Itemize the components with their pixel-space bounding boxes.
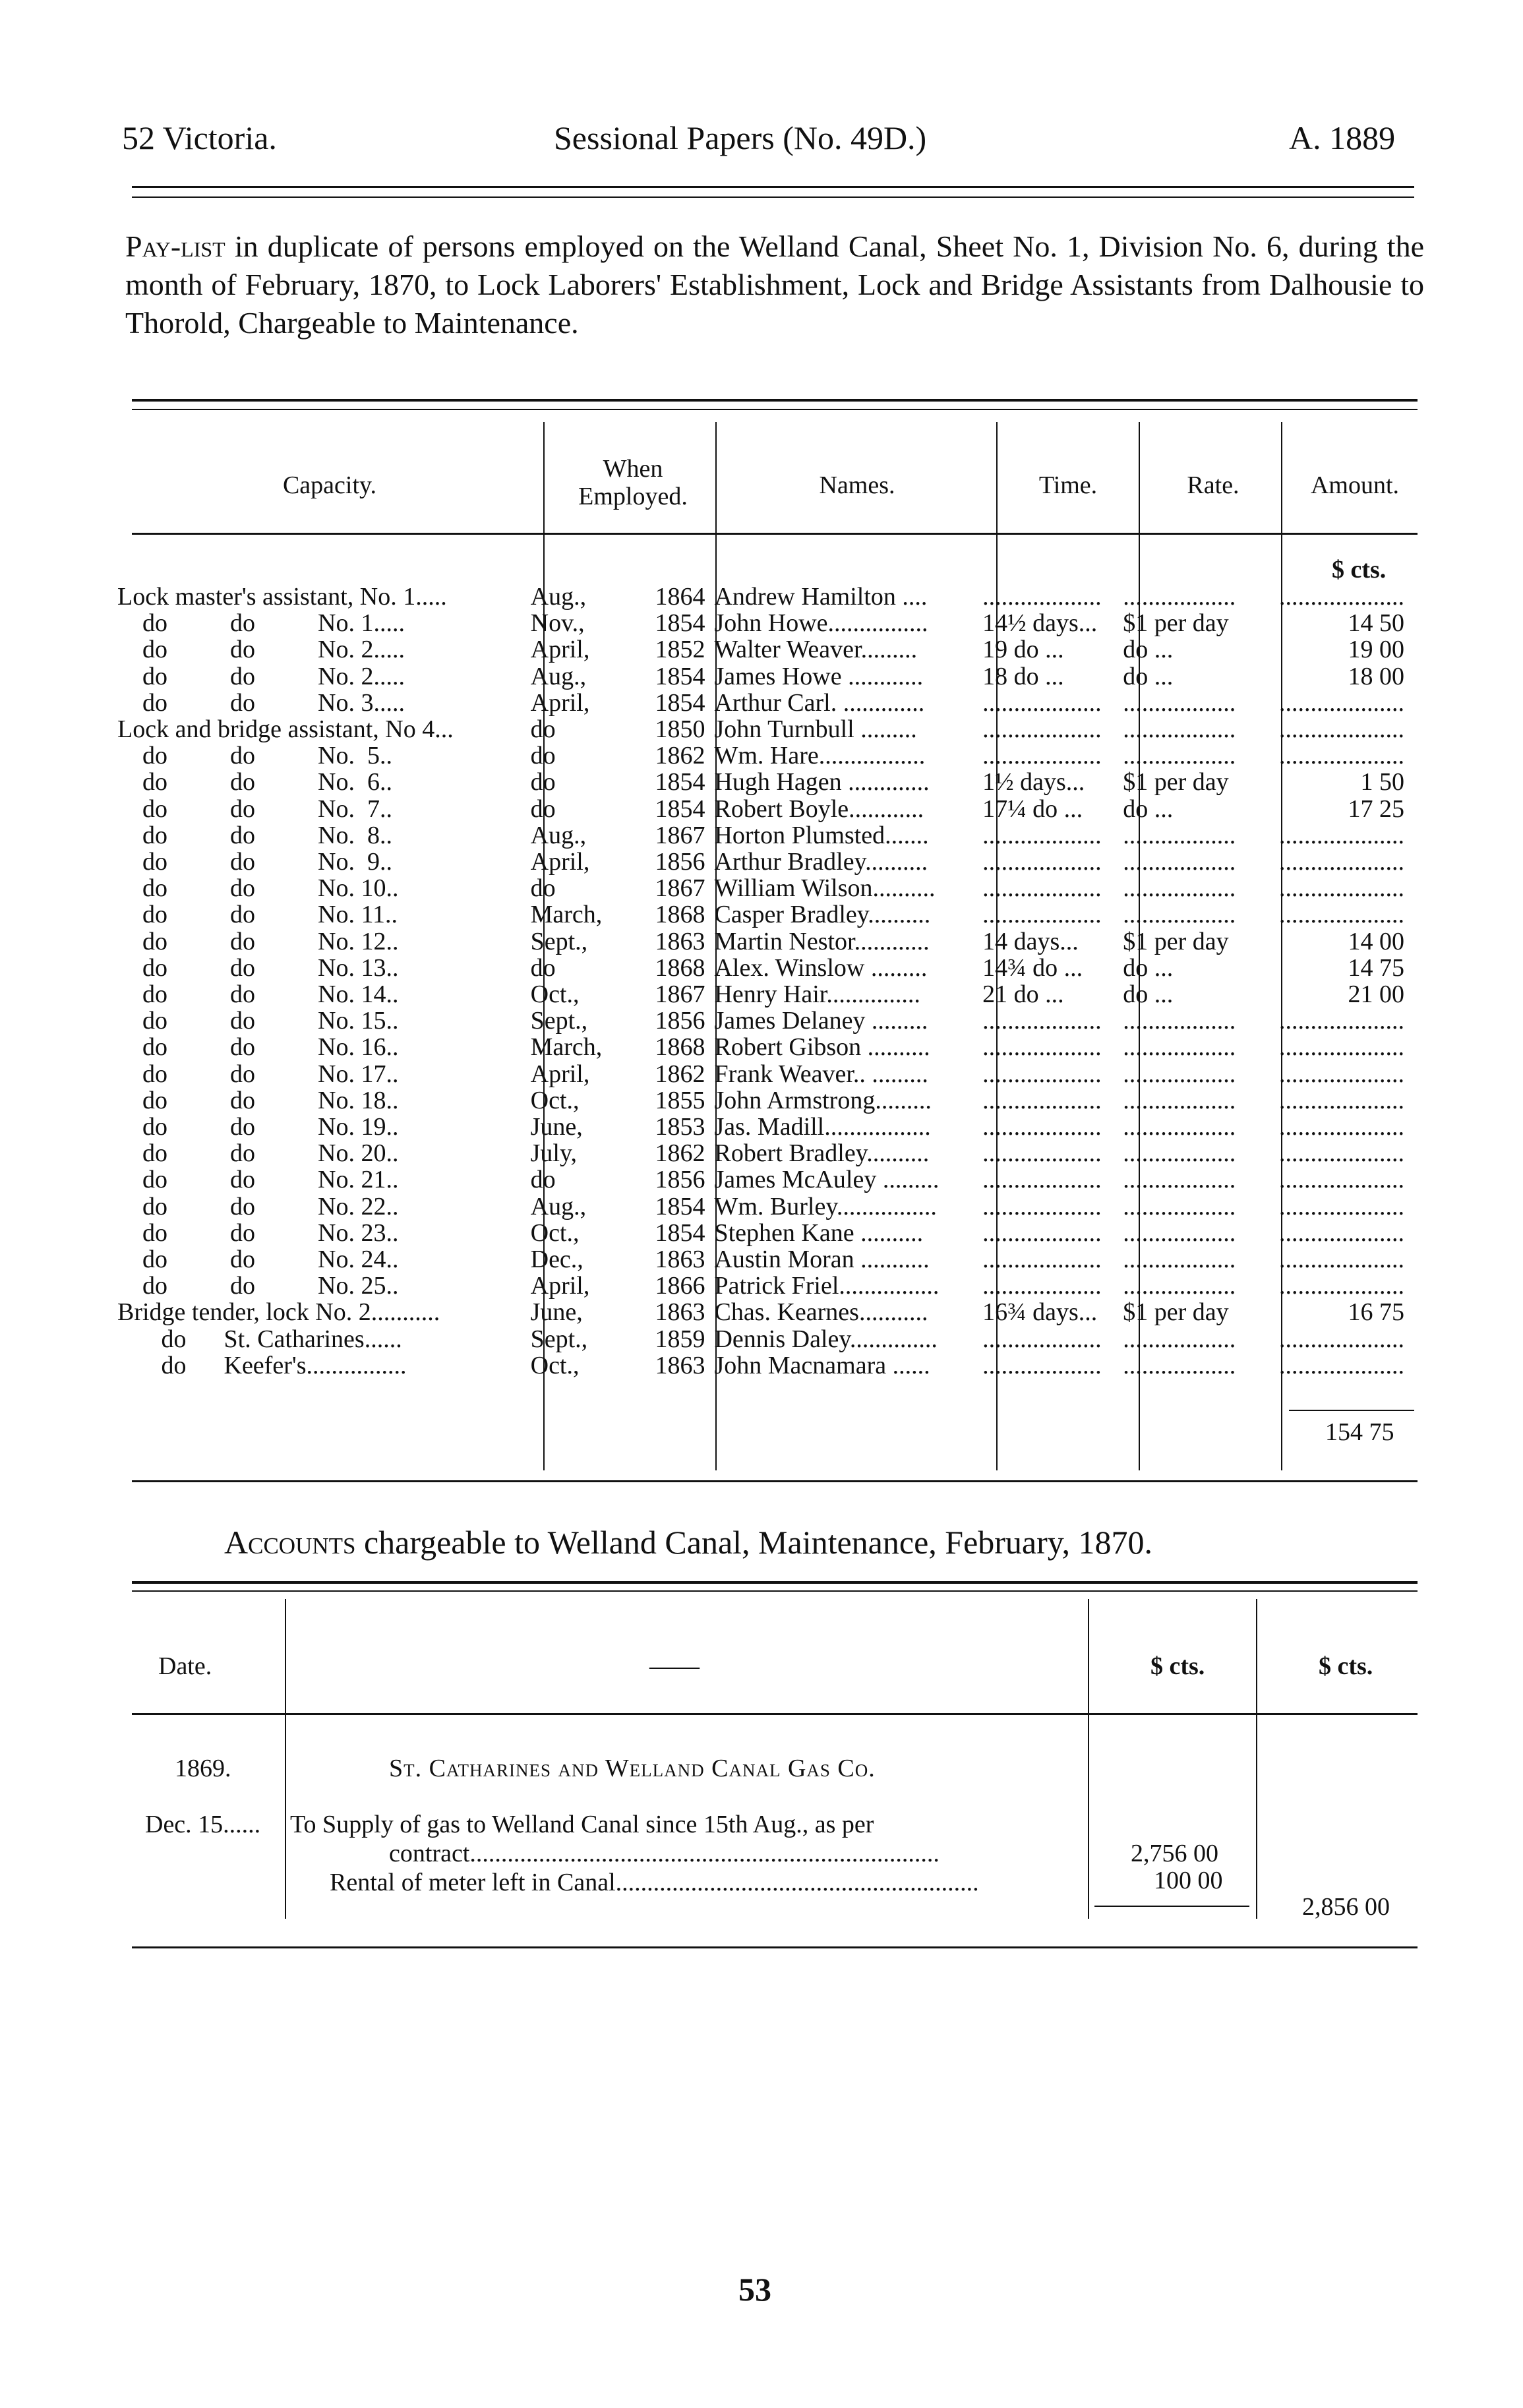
paylist-cell-name: Casper Bradley.......... — [714, 901, 931, 929]
paylist-cell-yr: 1868 — [655, 953, 705, 982]
paylist-cell-name: Arthur Bradley.......... — [714, 848, 928, 876]
paylist-row — [117, 1299, 1418, 1325]
paylist-cell-rate: .................. — [1123, 821, 1236, 849]
paylist-cell-yr: 1868 — [655, 901, 705, 929]
paylist-cell-time: 1½ days... — [982, 768, 1085, 797]
paylist-row — [117, 1326, 1418, 1352]
paylist-row — [117, 1140, 1418, 1166]
paylist-cell-cap: do do No. 1..... — [117, 609, 405, 638]
paylist-cell-when: Aug., — [530, 583, 587, 611]
paylist-cell-name: Alex. Winslow ......... — [714, 953, 928, 982]
paylist-cell-when: do — [530, 795, 556, 823]
paylist-cell-cap: do do No. 21.. — [117, 1166, 399, 1194]
paylist-cell-when: Sept., — [530, 927, 588, 955]
paylist-cell-yr: 1863 — [655, 1298, 705, 1327]
accounts-title-lead: Accounts — [224, 1524, 356, 1561]
paylist-cell-when: April, — [530, 636, 590, 664]
paylist-cell-cap: do Keefer's................ — [117, 1351, 407, 1379]
paylist-cell-time: ................... — [982, 1219, 1102, 1247]
paylist-cell-cap: do do No. 5.. — [117, 742, 392, 770]
col-names-header: Names. — [819, 471, 895, 499]
paylist-cell-yr: 1856 — [655, 1007, 705, 1035]
paylist-cell-cap: do do No. 24.. — [117, 1246, 399, 1274]
col-time-header: Time. — [1038, 471, 1098, 499]
paylist-row — [117, 690, 1418, 716]
paylist-cell-rate: $1 per day — [1123, 609, 1229, 638]
paylist-row — [117, 928, 1418, 955]
paylist-cell-amt: .................... — [1279, 1166, 1404, 1194]
paylist-cell-yr: 1855 — [655, 1086, 705, 1114]
paylist-row — [117, 742, 1418, 769]
acc-amount-2: 100 00 — [1154, 1867, 1223, 1894]
paylist-cell-rate: .................. — [1123, 1192, 1236, 1220]
paylist-cell-amt: 14 75 — [1348, 953, 1404, 982]
paylist-cell-rate: .................. — [1123, 848, 1236, 876]
paylist-cell-yr: 1864 — [655, 583, 705, 611]
paylist-cell-amt: .................... — [1279, 848, 1404, 876]
paylist-row — [117, 1114, 1418, 1140]
acc-line-2: contract........................................................................... — [389, 1840, 940, 1867]
col-rate-header: Rate. — [1187, 471, 1239, 499]
paylist-cell-rate: .................. — [1123, 1325, 1236, 1353]
acc-amount-1: 2,756 00 — [1131, 1840, 1218, 1867]
paylist-cell-name: James Delaney ......... — [714, 1007, 928, 1035]
paylist-row — [117, 716, 1418, 742]
paylist-cell-amt: .................... — [1279, 1246, 1404, 1274]
paylist-cell-cap: do do No. 2..... — [117, 636, 405, 664]
acc-line-1: To Supply of gas to Welland Canal since 15th Aug., as per — [290, 1811, 874, 1838]
accounts-top-rule-1 — [132, 1581, 1418, 1584]
paylist-cell-amt: 14 50 — [1348, 609, 1404, 638]
paylist-row — [117, 796, 1418, 822]
paylist-cell-time: ................... — [982, 1139, 1102, 1168]
paylist-cell-yr: 1867 — [655, 980, 705, 1009]
paylist-cell-time: ................... — [982, 688, 1102, 717]
paylist-row — [117, 955, 1418, 981]
paylist-cell-amt: .................... — [1279, 901, 1404, 929]
paylist-cell-yr: 1854 — [655, 662, 705, 690]
paylist-top-rule-2 — [132, 409, 1418, 410]
paylist-row — [117, 1246, 1418, 1273]
paylist-cell-time: 19 do ... — [982, 636, 1064, 664]
paylist-cell-yr: 1867 — [655, 821, 705, 849]
paylist-cell-time: 18 do ... — [982, 662, 1064, 690]
paylist-cell-yr: 1854 — [655, 768, 705, 797]
acc-date: Dec. 15...... — [145, 1811, 261, 1838]
paylist-row — [117, 1193, 1418, 1220]
paylist-cell-name: Frank Weaver.. ......... — [714, 1060, 928, 1088]
paylist-total: 154 75 — [1325, 1418, 1394, 1446]
paylist-cell-yr: 1856 — [655, 848, 705, 876]
paylist-body — [117, 584, 1418, 1379]
paylist-cell-name: James Howe ............ — [714, 662, 924, 690]
paylist-cell-name: Austin Moran ........... — [714, 1246, 930, 1274]
paylist-cell-cap: do do No. 20.. — [117, 1139, 399, 1168]
paylist-cell-time: ................... — [982, 1351, 1102, 1379]
paylist-cell-amt: .................... — [1279, 1219, 1404, 1247]
paylist-cell-amt: 18 00 — [1348, 662, 1404, 690]
paylist-cell-yr: 1859 — [655, 1325, 705, 1353]
paylist-cell-amt: .................... — [1279, 1272, 1404, 1300]
paylist-cell-rate: .................. — [1123, 583, 1236, 611]
paylist-cell-time: ................... — [982, 742, 1102, 770]
paylist-cell-time: ................... — [982, 848, 1102, 876]
acc-total: 2,856 00 — [1302, 1893, 1390, 1921]
paylist-cell-cap: do do No. 13.. — [117, 953, 399, 982]
paylist-cell-cap: do do No. 11.. — [117, 901, 398, 929]
paylist-cell-time: ................... — [982, 874, 1102, 903]
paylist-cell-when: do — [530, 874, 556, 903]
paylist-cell-when: June, — [530, 1113, 583, 1141]
paylist-cell-name: John Turnbull ......... — [714, 715, 917, 744]
paylist-cell-amt: .................... — [1279, 1325, 1404, 1353]
acc-vline-3 — [1256, 1599, 1257, 1919]
paylist-cell-rate: .................. — [1123, 1166, 1236, 1194]
total-rule — [1289, 1410, 1414, 1411]
paylist-cell-when: July, — [530, 1139, 578, 1168]
paylist-cell-yr: 1863 — [655, 1351, 705, 1379]
paylist-cell-name: Andrew Hamilton .... — [714, 583, 928, 611]
paylist-cell-rate: do ... — [1123, 662, 1174, 690]
paylist-row — [117, 1166, 1418, 1193]
paylist-cell-name: Robert Gibson .......... — [714, 1033, 930, 1062]
paylist-row — [117, 610, 1418, 636]
paylist-row — [117, 822, 1418, 849]
paylist-cell-cap: Lock and bridge assistant, No 4... — [117, 715, 454, 744]
paylist-row — [117, 1008, 1418, 1034]
paylist-table — [117, 584, 1418, 1379]
paylist-row — [117, 1087, 1418, 1114]
paylist-cell-cap: do do No. 10.. — [117, 874, 399, 903]
paylist-cell-cap: do do No. 8.. — [117, 821, 392, 849]
paylist-cell-cap: do do No. 15.. — [117, 1007, 399, 1035]
paylist-cell-name: Robert Bradley.......... — [714, 1139, 930, 1168]
paylist-cell-amt: .................... — [1279, 1351, 1404, 1379]
paylist-cell-time: ................... — [982, 901, 1102, 929]
paylist-cell-when: March, — [530, 1033, 603, 1062]
paylist-cell-cap: do do No. 9.. — [117, 848, 392, 876]
paylist-cell-rate: .................. — [1123, 1351, 1236, 1379]
paylist-cell-name: Arthur Carl. ............. — [714, 688, 925, 717]
paylist-cell-cap: do do No. 2..... — [117, 662, 405, 690]
paylist-row — [117, 663, 1418, 690]
paylist-row — [117, 1220, 1418, 1246]
paylist-cell-rate: do ... — [1123, 953, 1174, 982]
paylist-cell-time: ................... — [982, 821, 1102, 849]
paylist-cell-name: Jas. Madill................. — [714, 1113, 931, 1141]
paylist-row — [117, 901, 1418, 928]
paylist-cell-name: Dennis Daley.............. — [714, 1325, 938, 1353]
paylist-cell-when: April, — [530, 1272, 590, 1300]
paylist-cell-amt: 1 50 — [1360, 768, 1404, 797]
paylist-cell-cap: do do No. 6.. — [117, 768, 392, 797]
paylist-cell-name: Stephen Kane .......... — [714, 1219, 924, 1247]
paylist-cell-amt: .................... — [1279, 821, 1404, 849]
paylist-row — [117, 636, 1418, 663]
paylist-cell-time: 14¾ do ... — [982, 953, 1083, 982]
paylist-cell-rate: .................. — [1123, 1139, 1236, 1168]
paylist-cell-name: John Howe................ — [714, 609, 928, 638]
paylist-cell-name: Wm. Burley................ — [714, 1192, 937, 1220]
paylist-cell-rate: $1 per day — [1123, 927, 1229, 955]
paylist-cell-time: 17¼ do ... — [982, 795, 1083, 823]
paylist-cell-rate: .................. — [1123, 1086, 1236, 1114]
paylist-cell-name: John Macnamara ...... — [714, 1351, 930, 1379]
paylist-row — [117, 1034, 1418, 1060]
paylist-cell-rate: .................. — [1123, 1219, 1236, 1247]
paylist-row — [117, 1061, 1418, 1087]
paylist-cell-when: do — [530, 953, 556, 982]
accounts-bottom-rule — [132, 1946, 1418, 1948]
paylist-cell-yr: 1854 — [655, 609, 705, 638]
paylist-cell-name: Hugh Hagen ............. — [714, 768, 930, 797]
acc-col-date: Date. — [158, 1652, 212, 1680]
acc-sum-rule — [1094, 1906, 1249, 1907]
paylist-cell-time: ................... — [982, 583, 1102, 611]
paylist-cell-cap: do do No. 14.. — [117, 980, 399, 1009]
header-left: 52 Victoria. — [122, 119, 277, 156]
header-rule-1 — [132, 186, 1414, 188]
paylist-cell-name: Henry Hair............... — [714, 980, 920, 1009]
paylist-cell-when: March, — [530, 901, 603, 929]
paylist-cell-when: Oct., — [530, 980, 580, 1009]
intro-text: in duplicate of persons employed on the Welland Canal, Sheet No. 1, Division No. 6, during the month of February, 1870, to Lock Laborers' Establishment, Lock and Bridge Assistants from Dalhousie to Thorold, Chargeable to Maintenance. — [125, 229, 1424, 340]
paylist-cell-time: ................... — [982, 1272, 1102, 1300]
paylist-cell-time: ................... — [982, 1166, 1102, 1194]
paylist-cell-amt: .................... — [1279, 1192, 1404, 1220]
paylist-cell-yr: 1862 — [655, 742, 705, 770]
paylist-cell-time: ................... — [982, 1060, 1102, 1088]
accounts-title-rest: chargeable to Welland Canal, Maintenance, February, 1870. — [355, 1524, 1153, 1561]
paylist-cell-rate: .................. — [1123, 1272, 1236, 1300]
paylist-cell-cap: do do No. 7.. — [117, 795, 392, 823]
paylist-cell-rate: .................. — [1123, 742, 1236, 770]
paylist-cell-when: April, — [530, 1060, 590, 1088]
paylist-row — [117, 981, 1418, 1008]
paylist-cell-when: do — [530, 742, 556, 770]
paylist-cell-amt: 17 25 — [1348, 795, 1404, 823]
header-right: A. 1889 — [1289, 119, 1396, 156]
paylist-cell-rate: .................. — [1123, 715, 1236, 744]
paylist-cell-time: ................... — [982, 1246, 1102, 1274]
paylist-cell-rate: $1 per day — [1123, 1298, 1229, 1327]
paylist-cell-name: Walter Weaver......... — [714, 636, 918, 664]
paylist-cell-time: 14 days... — [982, 927, 1079, 955]
paylist-row — [117, 875, 1418, 901]
paylist-cell-amt: .................... — [1279, 1007, 1404, 1035]
header-center: Sessional Papers (No. 49D.) — [554, 119, 927, 156]
paylist-cell-when: Aug., — [530, 1192, 587, 1220]
paylist-cell-yr: 1863 — [655, 927, 705, 955]
paylist-cell-yr: 1866 — [655, 1272, 705, 1300]
paylist-cell-yr: 1868 — [655, 1033, 705, 1062]
col-when-header: When Employed. — [578, 455, 688, 510]
accounts-header-rule — [132, 1713, 1418, 1715]
paylist-cell-when: Aug., — [530, 662, 587, 690]
paylist-cell-when: April, — [530, 688, 590, 717]
paylist-cell-rate: do ... — [1123, 980, 1174, 1009]
paylist-cell-when: Oct., — [530, 1219, 580, 1247]
paylist-cell-amt: .................... — [1279, 1033, 1404, 1062]
acc-company: St. Catharines and Welland Canal Gas Co. — [389, 1755, 876, 1782]
paylist-cell-time: ................... — [982, 1192, 1102, 1220]
paylist-header-rule — [132, 533, 1418, 535]
paylist-cell-cap: do do No. 17.. — [117, 1060, 399, 1088]
paylist-cell-rate: .................. — [1123, 874, 1236, 903]
paylist-cell-name: Wm. Hare................. — [714, 742, 926, 770]
paylist-cell-yr: 1854 — [655, 1219, 705, 1247]
paylist-cell-amt: 16 75 — [1348, 1298, 1404, 1327]
paylist-cell-rate: do ... — [1123, 636, 1174, 664]
paylist-cell-yr: 1863 — [655, 1246, 705, 1274]
paylist-row — [117, 584, 1418, 610]
paylist-cell-yr: 1850 — [655, 715, 705, 744]
paylist-cell-cap: do do No. 22.. — [117, 1192, 399, 1220]
paylist-cell-when: Sept., — [530, 1325, 588, 1353]
col-amount-header: Amount. — [1310, 471, 1400, 499]
paylist-cell-yr: 1852 — [655, 636, 705, 664]
paylist-row — [117, 769, 1418, 795]
accounts-top-rule-2 — [132, 1590, 1418, 1592]
paylist-cell-amt: .................... — [1279, 874, 1404, 903]
acc-vline-1 — [285, 1599, 286, 1919]
acc-col-desc: —— — [649, 1652, 700, 1680]
header-rule-2 — [132, 196, 1414, 198]
paylist-cell-time: 14½ days... — [982, 609, 1098, 638]
paylist-cell-time: ................... — [982, 1325, 1102, 1353]
paylist-cell-when: June, — [530, 1298, 583, 1327]
paylist-cell-when: do — [530, 1166, 556, 1194]
paylist-cell-yr: 1862 — [655, 1139, 705, 1168]
paylist-cell-time: 21 do ... — [982, 980, 1064, 1009]
paylist-cell-when: do — [530, 768, 556, 797]
paylist-bottom-rule — [132, 1480, 1418, 1482]
paylist-cell-cap: do do No. 16.. — [117, 1033, 399, 1062]
col-capacity-header: Capacity. — [282, 471, 377, 499]
paylist-row — [117, 1273, 1418, 1299]
acc-year: 1869. — [175, 1755, 231, 1782]
paylist-cell-rate: .................. — [1123, 1246, 1236, 1274]
paylist-cell-name: John Armstrong......... — [714, 1086, 932, 1114]
paylist-cell-cap: do do No. 19.. — [117, 1113, 399, 1141]
paylist-cell-cap: do do No. 25.. — [117, 1272, 399, 1300]
paylist-cell-amt: .................... — [1279, 1060, 1404, 1088]
paylist-cell-time: ................... — [982, 1007, 1102, 1035]
paylist-cell-amt: 19 00 — [1348, 636, 1404, 664]
paylist-cell-time: ................... — [982, 1086, 1102, 1114]
paylist-cell-yr: 1854 — [655, 1192, 705, 1220]
paylist-cell-name: James McAuley ......... — [714, 1166, 940, 1194]
paylist-cell-amt: .................... — [1279, 1086, 1404, 1114]
paylist-cell-rate: .................. — [1123, 688, 1236, 717]
paylist-cell-name: William Wilson.......... — [714, 874, 936, 903]
paylist-row — [117, 849, 1418, 875]
paylist-cell-when: Aug., — [530, 821, 587, 849]
acc-vline-2 — [1088, 1599, 1089, 1919]
paylist-intro — [125, 227, 1424, 342]
paylist-cell-when: Sept., — [530, 1007, 588, 1035]
accounts-title — [224, 1523, 1152, 1561]
paylist-cell-cap: do St. Catharines...... — [117, 1325, 402, 1353]
paylist-cell-when: Oct., — [530, 1086, 580, 1114]
amount-currency-label: $ cts. — [1332, 556, 1387, 584]
paylist-cell-amt: 21 00 — [1348, 980, 1404, 1009]
paylist-cell-amt: .................... — [1279, 583, 1404, 611]
paylist-cell-amt: .................... — [1279, 1113, 1404, 1141]
paylist-cell-when: do — [530, 715, 556, 744]
paylist-cell-amt: .................... — [1279, 742, 1404, 770]
paylist-cell-when: Oct., — [530, 1351, 580, 1379]
paylist-cell-time: ................... — [982, 1033, 1102, 1062]
paylist-top-rule-1 — [132, 399, 1418, 402]
paylist-cell-when: Dec., — [530, 1246, 583, 1274]
page-number: 53 — [738, 2271, 771, 2308]
paylist-cell-amt: .................... — [1279, 1139, 1404, 1168]
paylist-cell-name: Horton Plumsted....... — [714, 821, 929, 849]
paylist-cell-yr: 1854 — [655, 688, 705, 717]
paylist-cell-name: Martin Nestor............ — [714, 927, 930, 955]
paylist-cell-rate: .................. — [1123, 1007, 1236, 1035]
paylist-cell-when: Nov., — [530, 609, 585, 638]
paylist-cell-cap: Lock master's assistant, No. 1..... — [117, 583, 447, 611]
paylist-cell-rate: .................. — [1123, 1113, 1236, 1141]
paylist-cell-name: Patrick Friel................ — [714, 1272, 940, 1300]
acc-col-cts1: $ cts. — [1150, 1652, 1205, 1680]
paylist-cell-cap: Bridge tender, lock No. 2........... — [117, 1298, 440, 1327]
paylist-cell-amt: .................... — [1279, 715, 1404, 744]
paylist-cell-yr: 1867 — [655, 874, 705, 903]
paylist-cell-amt: .................... — [1279, 688, 1404, 717]
paylist-cell-yr: 1862 — [655, 1060, 705, 1088]
paylist-cell-yr: 1853 — [655, 1113, 705, 1141]
paylist-cell-cap: do do No. 12.. — [117, 927, 399, 955]
paylist-row — [117, 1352, 1418, 1379]
paylist-cell-name: Robert Boyle............ — [714, 795, 924, 823]
paylist-cell-rate: do ... — [1123, 795, 1174, 823]
paylist-cell-yr: 1854 — [655, 795, 705, 823]
paylist-cell-cap: do do No. 18.. — [117, 1086, 399, 1114]
paylist-cell-time: ................... — [982, 715, 1102, 744]
paylist-cell-amt: 14 00 — [1348, 927, 1404, 955]
acc-line-3: Rental of meter left in Canal.......................................................... — [330, 1869, 979, 1896]
paylist-cell-rate: .................. — [1123, 1060, 1236, 1088]
paylist-cell-rate: .................. — [1123, 1033, 1236, 1062]
paylist-cell-yr: 1856 — [655, 1166, 705, 1194]
intro-lead: Pay-list — [125, 229, 225, 263]
paylist-cell-time: 16¾ days... — [982, 1298, 1098, 1327]
paylist-cell-time: ................... — [982, 1113, 1102, 1141]
paylist-cell-when: April, — [530, 848, 590, 876]
acc-col-cts2: $ cts. — [1319, 1652, 1373, 1680]
paylist-cell-rate: $1 per day — [1123, 768, 1229, 797]
paylist-cell-name: Chas. Kearnes........... — [714, 1298, 928, 1327]
paylist-cell-cap: do do No. 3..... — [117, 688, 405, 717]
paylist-cell-cap: do do No. 23.. — [117, 1219, 399, 1247]
paylist-cell-rate: .................. — [1123, 901, 1236, 929]
